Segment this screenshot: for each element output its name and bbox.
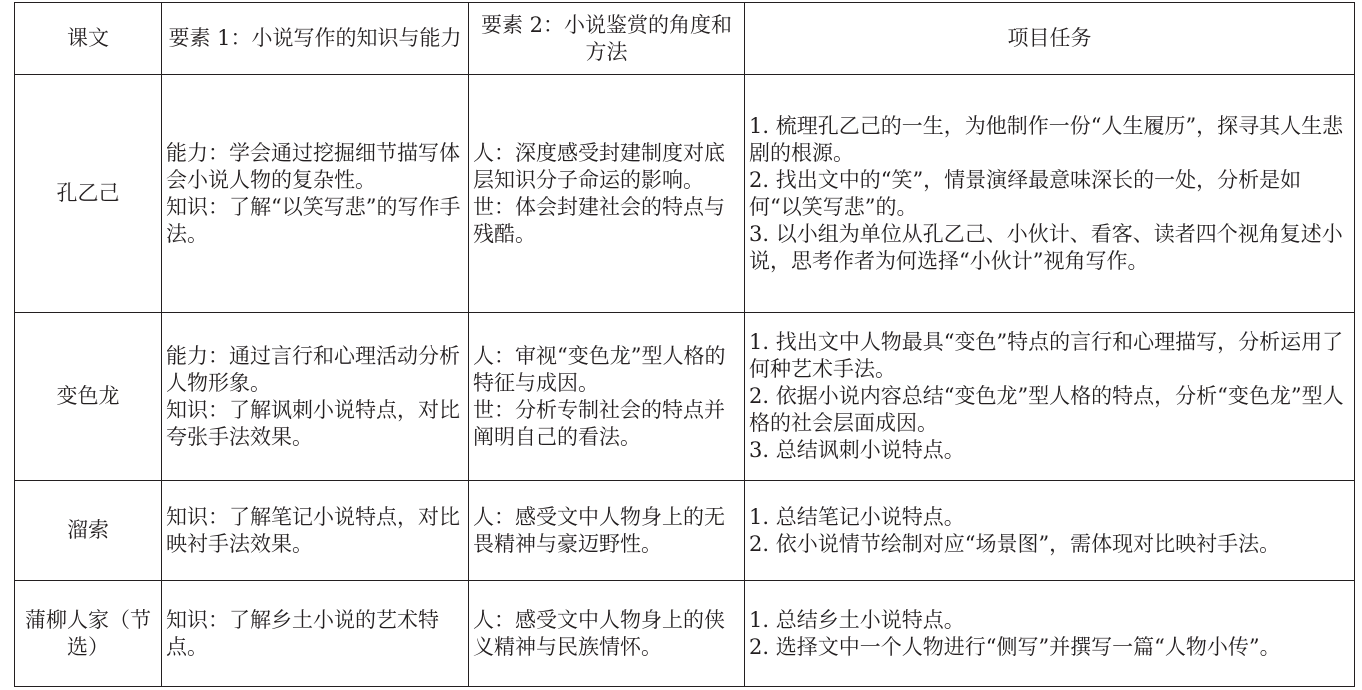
- element2-cell: 人：审视“变色龙”型人格的特征与成因。 世：分析专制社会的特点并阐明自己的看法。: [469, 313, 745, 481]
- header-element-1: 要素 1：小说写作的知识与能力: [162, 3, 469, 75]
- element2-cell: 人：感受文中人物身上的无畏精神与豪迈野性。: [469, 481, 745, 581]
- element1-cell: 知识：了解乡土小说的艺术特点。: [162, 581, 469, 687]
- header-tasks: 项目任务: [745, 3, 1355, 75]
- element2-cell: 人：感受文中人物身上的侠义精神与民族情怀。: [469, 581, 745, 687]
- lesson-cell: 蒲柳人家（节选）: [15, 581, 162, 687]
- table-row: [15, 75, 1355, 313]
- header-element-2: 要素 2：小说鉴赏的角度和方法: [469, 3, 745, 75]
- element1-cell: 能力：学会通过挖掘细节描写体会小说人物的复杂性。 知识：了解“以笑写悲”的写作手法。: [162, 75, 469, 313]
- tasks-cell: 1. 找出文中人物最具“变色”特点的言行和心理描写，分析运用了何种艺术手法。 2. 依据小说内容总结“变色龙”型人格的特点，分析“变色龙”型人格的社会层面成因。 3. 总结讽刺小说特点。: [745, 313, 1355, 481]
- lesson-cell: 变色龙: [15, 313, 162, 481]
- tasks-cell: 1. 总结乡土小说特点。 2. 选择文中一个人物进行“侧写”并撰写一篇“人物小传”。: [745, 581, 1355, 687]
- tasks-cell: 1. 梳理孔乙己的一生，为他制作一份“人生履历”，探寻其人生悲剧的根源。 2. 找出文中的“笑”，情景演绎最意味深长的一处，分析是如何“以笑写悲”的。 3. 以小组为单位从孔乙己、小伙计、看客、读者四个视角复述小说，思考作者为何选择“小伙计”视角写作。: [745, 75, 1355, 313]
- element2-cell: 人：深度感受封建制度对底层知识分子命运的影响。 世：体会封建社会的特点与残酷。: [469, 75, 745, 313]
- table-row: [15, 581, 1355, 687]
- lesson-cell: 孔乙己: [15, 75, 162, 313]
- element1-cell: 能力：通过言行和心理活动分析人物形象。 知识：了解讽刺小说特点，对比夸张手法效果。: [162, 313, 469, 481]
- curriculum-table: [14, 2, 1355, 687]
- lesson-cell: 溜索: [15, 481, 162, 581]
- element1-cell: 知识：了解笔记小说特点，对比映衬手法效果。: [162, 481, 469, 581]
- table-header-row: [15, 3, 1355, 75]
- table-row: [15, 313, 1355, 481]
- table-row: [15, 481, 1355, 581]
- tasks-cell: 1. 总结笔记小说特点。 2. 依小说情节绘制对应“场景图”，需体现对比映衬手法。: [745, 481, 1355, 581]
- header-lesson: 课文: [15, 3, 162, 75]
